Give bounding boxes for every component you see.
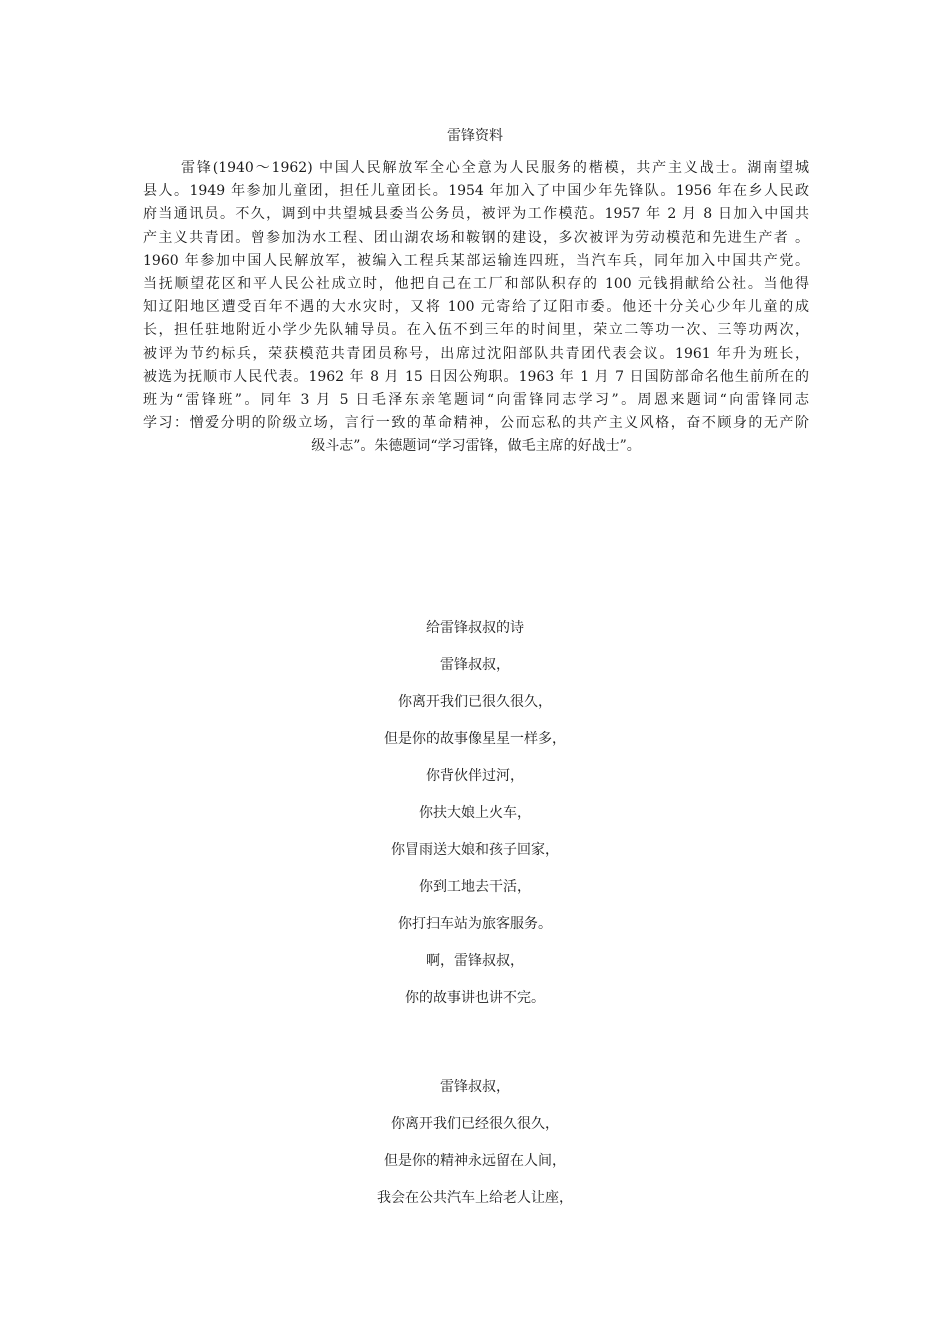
biography-line: 雷锋(1940～1962) 中国人民解放军全心全意为人民服务的楷模，共产主义战士。湖南望城 — [181, 160, 809, 176]
biography-line: 被选为抚顺市人民代表。1962 年 8 月 15 日因公殉职。1963 年 1 月 7 日国防部命名他生前所在的 — [143, 368, 809, 385]
poem-line: 你打扫车站为旅客服务。 — [398, 916, 552, 932]
poem-line: 你的故事讲也讲不完。 — [405, 990, 545, 1006]
biography-line: 学习：憎爱分明的阶级立场，言行一致的革命精神，公而忘私的共产主义风格，奋不顾身的无产阶 — [143, 415, 809, 432]
poem-line: 你扶大娘上火车， — [419, 805, 531, 821]
biography-line: 级斗志”。朱德题词“学习雷锋，做毛主席的好战士”。 — [311, 438, 641, 455]
poem-line: 但是你的精神永远留在人间， — [384, 1153, 566, 1169]
biography-line: 县人。1949 年参加儿童团，担任儿童团长。1954 年加入了中国少年先锋队。1956 年在乡人民政 — [143, 183, 809, 200]
poem-stanza-2 — [0, 1077, 950, 1225]
poem-line: 你到工地去干活， — [419, 879, 531, 895]
poem-line: 雷锋叔叔， — [440, 657, 510, 673]
biography-line: 府当通讯员。不久，调到中共望城县委当公务员，被评为工作模范。1957 年 2 月 8 日加入中国共 — [143, 206, 809, 223]
poem-line: 你离开我们已经很久很久， — [391, 1116, 559, 1132]
poem-line: 你冒雨送大娘和孩子回家， — [391, 842, 559, 858]
poem-title: 给雷锋叔叔的诗 — [426, 620, 524, 636]
biography-line: 产主义共青团。曾参加沩水工程、团山湖农场和鞍钢的建设，多次被评为劳动模范和先进生产者 。 — [143, 229, 809, 246]
poem-stanza-1 — [0, 655, 950, 1025]
biography-line: 被评为节约标兵，荣获模范共青团员称号，出席过沈阳部队共青团代表会议。1961 年升为班长， — [143, 345, 809, 362]
poem-line: 但是你的故事像星星一样多， — [384, 731, 566, 747]
poem-line: 啊，雷锋叔叔， — [426, 953, 524, 969]
document-title: 雷锋资料 — [447, 128, 503, 144]
biography-line: 长，担任驻地附近小学少先队辅导员。在入伍不到三年的时间里，荣立二等功一次、三等功两次， — [143, 322, 809, 339]
poem-line: 你背伙伴过河， — [426, 768, 524, 784]
poem-line: 我会在公共汽车上给老人让座， — [377, 1190, 573, 1206]
biography-line: 班为“雷锋班”。同年 3 月 5 日毛泽东亲笔题词“向雷锋同志学习”。周恩来题词“向雷锋同志 — [143, 391, 809, 408]
biography-line: 知辽阳地区遭受百年不遇的大水灾时，又将 100 元寄给了辽阳市委。他还十分关心少年儿童的成 — [143, 299, 809, 316]
poem-line: 你离开我们已很久很久， — [398, 694, 552, 710]
biography-line: 当抚顺望花区和平人民公社成立时，他把自己在工厂和部队积存的 100 元钱捐献给公社。当他得 — [143, 275, 809, 292]
poem-line: 雷锋叔叔， — [440, 1079, 510, 1095]
biography-line: 1960 年参加中国人民解放军，被编入工程兵某部运输连四班，当汽车兵，同年加入中国共产党。 — [143, 252, 809, 269]
biography-paragraph — [143, 157, 809, 458]
